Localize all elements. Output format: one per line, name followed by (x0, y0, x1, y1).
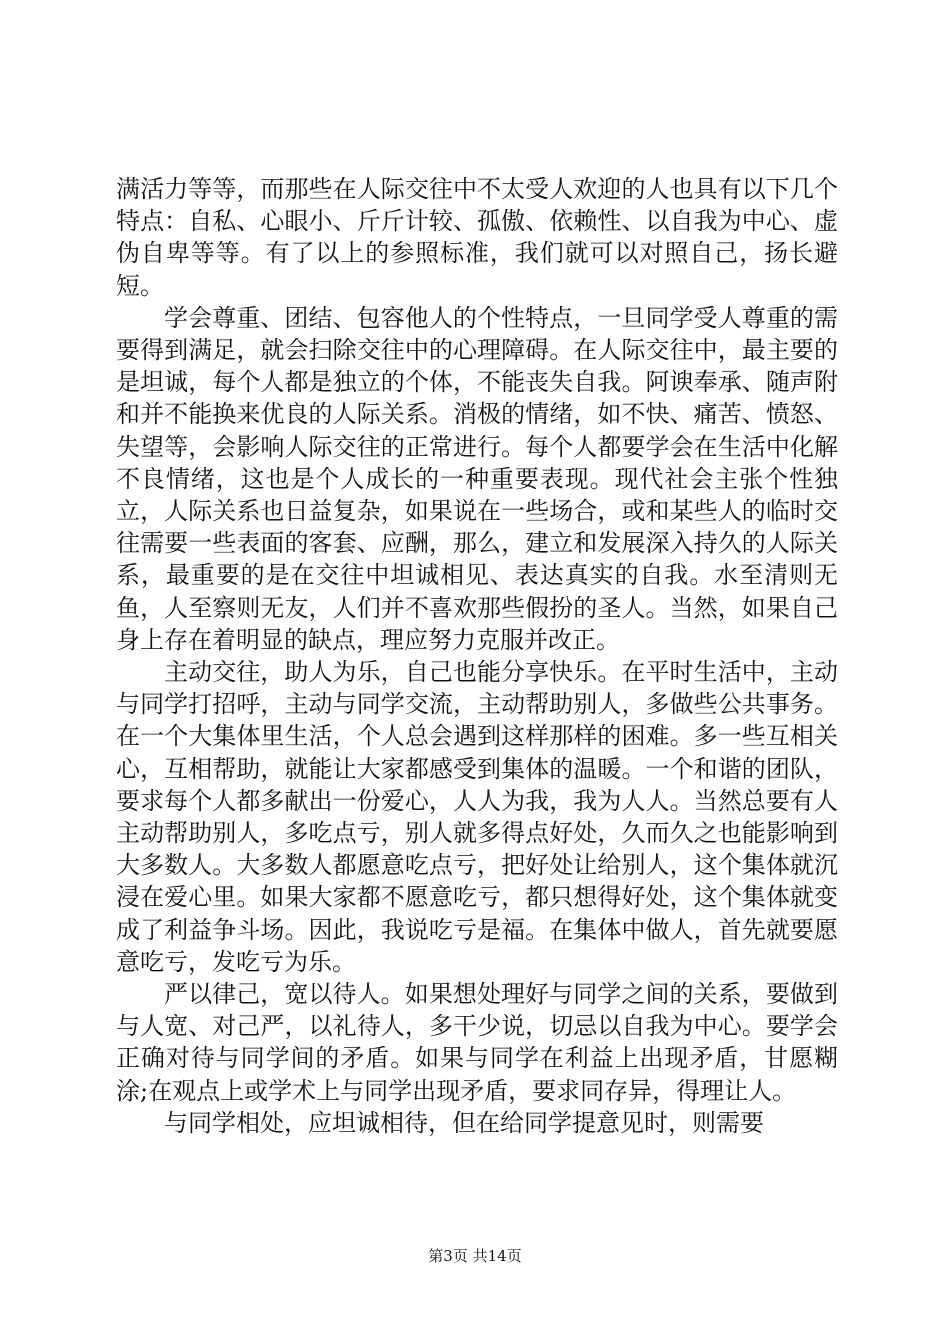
paragraph-2: 学会尊重、团结、包容他人的个性特点，一旦同学受人尊重的需要得到满足，就会扫除交往中的心理障碍。在人际交往中，最主要的是坦诚，每个人都是独立的个体，不能丧失自我。阿谀奉承、随声附和并不能换来优良的人际关系。消极的情绪，如不快、痛苦、愤怒、失望等，会影响人际交往的正常进行。每个人都要学会在生活中化解不良情绪，这也是个人成长的一种重要表现。现代社会主张个性独立，人际关系也日益复杂，如果说在一些场合，或和某些人的临时交往需要一些表面的客套、应酬，那么，建立和发展深入持久的人际关系，最重要的是在交往中坦诚相见、表达真实的自我。水至清则无鱼，人至察则无友，人们并不喜欢那些假扮的圣人。当然，如果自己身上存在着明显的缺点，理应努力克服并改正。 (116, 303, 838, 654)
paragraph-4: 严以律己，宽以待人。如果想处理好与同学之间的关系，要做到与人宽、对己严，以礼待人，多干少说，切忌以自我为中心。要学会正确对待与同学间的矛盾。如果与同学在利益上出现矛盾，甘愿糊涂;在观点上或学术上与同学出现矛盾，要求同存异，得理让人。 (116, 980, 838, 1105)
paragraph-5: 与同学相处，应坦诚相待，但在给同学提意见时，则需要 (164, 1108, 764, 1137)
document-body (116, 173, 838, 1139)
paragraph-1: 满活力等等，而那些在人际交往中不太受人欢迎的人也具有以下几个特点：自私、心眼小、斤斤计较、孤傲、依赖性、以自我为中心、虚伪自卑等等。有了以上的参照标准，我们就可以对照自己，扬长避短。 (116, 175, 838, 300)
paragraph-3: 主动交往，助人为乐，自己也能分享快乐。在平时生活中，主动与同学打招呼，主动与同学交流，主动帮助别人，多做些公共事务。在一个大集体里生活，个人总会遇到这样那样的困难。多一些互相关心，互相帮助，就能让大家都感受到集体的温暖。一个和谐的团队，要求每个人都多献出一份爱心，人人为我，我为人人。当然总要有人主动帮助别人，多吃点亏，别人就多得点好处，久而久之也能影响到大多数人。大多数人都愿意吃点亏，把好处让给别人，这个集体就沉浸在爱心里。如果大家都不愿意吃亏，都只想得好处，这个集体就变成了利益争斗场。因此，我说吃亏是福。在集体中做人，首先就要愿意吃亏，发吃亏为乐。 (116, 658, 838, 976)
page-number-footer: 第3页 共14页 (428, 1247, 522, 1265)
